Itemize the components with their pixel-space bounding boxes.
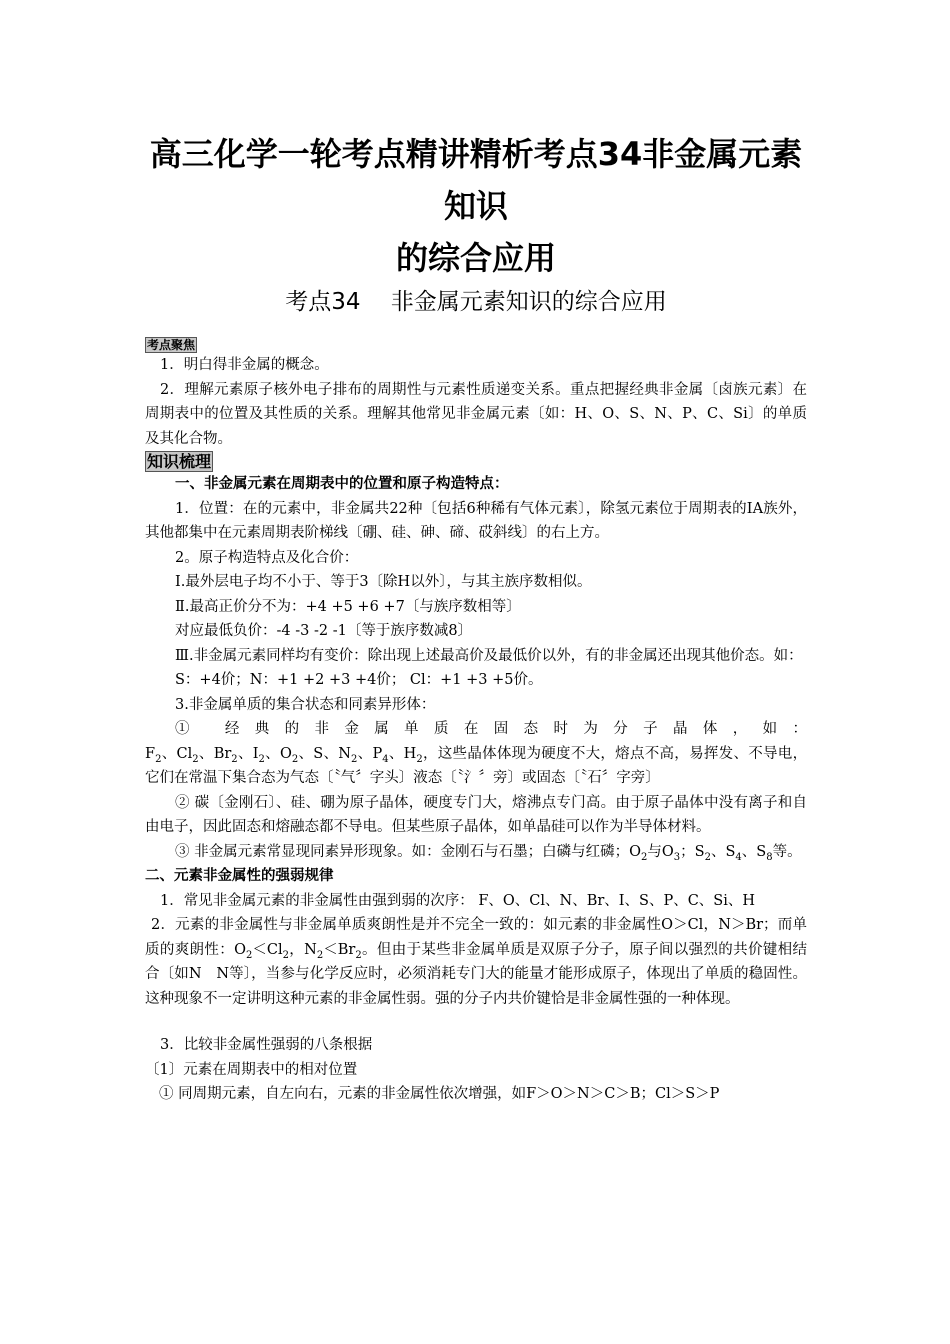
formula-o3: $O_3$	[661, 843, 681, 863]
focus-item-2: 2．理解元素原子核外电子排布的周期性与元素性质递变关系。重点把握经典非金属〔卤族元素〕在周期表中的位置及其性质的关系。理解其他常见非金属元素〔如：H、O、S、N、P、C、Si〕的单质及其化合物。	[145, 381, 807, 447]
formula-n2: $N_2$	[338, 745, 358, 765]
formula-i2: $I_2$	[252, 745, 265, 765]
focus-label: 考点聚焦	[147, 338, 196, 352]
title-line-1: 高三化学一轮考点精讲精析考点34非金属元素知识	[149, 135, 803, 225]
paragraph-same-period: ① 同周期元素，自左向右，元素的非金属性依次增强，如F＞O＞N＞C＞B；Cl＞S＞P	[159, 1086, 720, 1102]
formula-s4: $S_4$	[725, 843, 742, 863]
heading-1: 一、非金属元素在周期表中的位置和原子构造特点：	[175, 475, 509, 492]
section-focus	[145, 334, 807, 451]
formula-br2: $Br_2$	[213, 745, 238, 765]
spacer	[145, 1011, 807, 1033]
paragraph-compare-criteria: 3．比较非金属性强弱的八条根据	[160, 1037, 373, 1053]
paragraph-activity-vs-nonmetallicity: 2．元素的非金属性与非金属单质爽朗性是并不完全一致的：如元素的非金属性O＞Cl，N＞Br；而单质的爽朗性：$O_2<Cl_2$，$N_2<Br_2$。但由于某些非金属单质是双原子分子，原子间以强烈的共价键相结合〔如N N等〕，当参与化学反应时，必须消耗专门大的能量才能形成原子，体现出了单质的稳固性。这种现象不一定讲明这种元素的非金属性弱。强的分子内共价键恰是非金属性强的一种体现。	[145, 917, 808, 1007]
formula-p4: $P_4$	[372, 745, 389, 765]
paragraph-aggregation: 3.非金属单质的集合状态和同素异形体：	[175, 696, 436, 713]
paragraph-valence-examples: S：+4价；N：+1 +2 +3 +4价； Cl：+1 +3 +5价。	[175, 672, 543, 688]
formula-s8: $S_8$	[756, 843, 773, 863]
title-line-2: 的综合应用	[395, 239, 556, 277]
section-knowledge	[145, 451, 807, 1107]
heading-2: 二、元素非金属性的强弱规律	[145, 867, 334, 884]
paragraph-variable-valence: Ⅲ.非金属元素同样均有变价：除出现上述最高价及最低价以外，有的非金属还出现其他价态。如：	[175, 647, 803, 664]
paragraph-atomic-crystal: ② 碳〔金刚石〕、硅、硼为原子晶体，硬度专门大，熔沸点专门高。由于原子晶体中没有离子和自由电子，因此固态和熔融态都不导电。但某些原子晶体，如单晶硅可以作为半导体材料。	[145, 794, 807, 835]
formula-s2: $S_2$	[694, 843, 711, 863]
document-title	[145, 128, 807, 284]
formula-h2: $H_2$	[403, 745, 423, 765]
formula-o2: $O_2$	[279, 745, 299, 765]
paragraph-outer-shell: Ⅰ.最外层电子均不小于、等于3〔除H以外〕，与其主族序数相似。	[175, 574, 592, 590]
formula-br2-b: $Br_2$	[337, 941, 362, 961]
paragraph-max-valence: Ⅱ.最高正价分不为：+4 +5 +6 +7〔与族序数相等〕	[175, 598, 521, 615]
formula-cl2: $Cl_2$	[176, 745, 199, 765]
formula-f2: $F_2$	[145, 745, 162, 765]
formula-o2-c: $O_2$	[234, 941, 253, 961]
formula-s: S	[313, 745, 324, 762]
focus-item-1: 1．明白得非金属的概念。	[160, 357, 329, 373]
paragraph-nonmetal-order: 1．常见非金属元素的非金属性由强到弱的次序： F、O、Cl、N、Br、I、S、P、C、Si、H	[160, 892, 756, 909]
paragraph-structure: 2。原子构造特点及化合价：	[175, 549, 359, 566]
paragraph-position: 1．位置：在的元素中，非金属共22种〔包括6种稀有气体元素〕，除氢元素位于周期表的ⅠA族外，其他都集中在元素周期表阶梯线〔硼、硅、砷、碲、砹斜线〕的右上方。	[145, 500, 807, 541]
knowledge-label: 知识梳理	[147, 452, 212, 471]
paragraph-molecular-crystal-head: ① 经典的非金属单质在固态时为分子晶体，如：	[175, 721, 807, 737]
document-subtitle: 考点34 非金属元素知识的综合应用	[285, 289, 667, 315]
paragraph-molecular-crystal: $F_2$、$Cl_2$、$Br_2$、$I_2$、$O_2$、S、$N_2$、$P_4$、$H_2$，这些晶体体现为硬度不大，熔点不高，易挥发、不导电，它们在常温下集合态为气态〔〝气〞字头〕液态〔〝氵〞旁〕或固态〔〝石〞字旁〕	[145, 745, 808, 786]
paragraph-min-valence: 对应最低负价：-4 -3 -2 -1〔等于族序数减8〕	[175, 623, 473, 639]
document-body	[145, 128, 807, 1107]
paragraph-relative-position: 〔1〕元素在周期表中的相对位置	[145, 1061, 358, 1078]
paragraph-allotropes: ③ 非金属元素常显现同素异形现象。如：金刚石与石墨；白磷与红磷；$O_2$与$O_3$；$S_2$、$S_4$、$S_8$等。	[175, 843, 802, 863]
formula-cl2-b: $Cl_2$	[266, 941, 289, 961]
formula-n2-b: $N_2$	[304, 941, 324, 961]
formula-o2-b: $O_2$	[629, 843, 648, 863]
